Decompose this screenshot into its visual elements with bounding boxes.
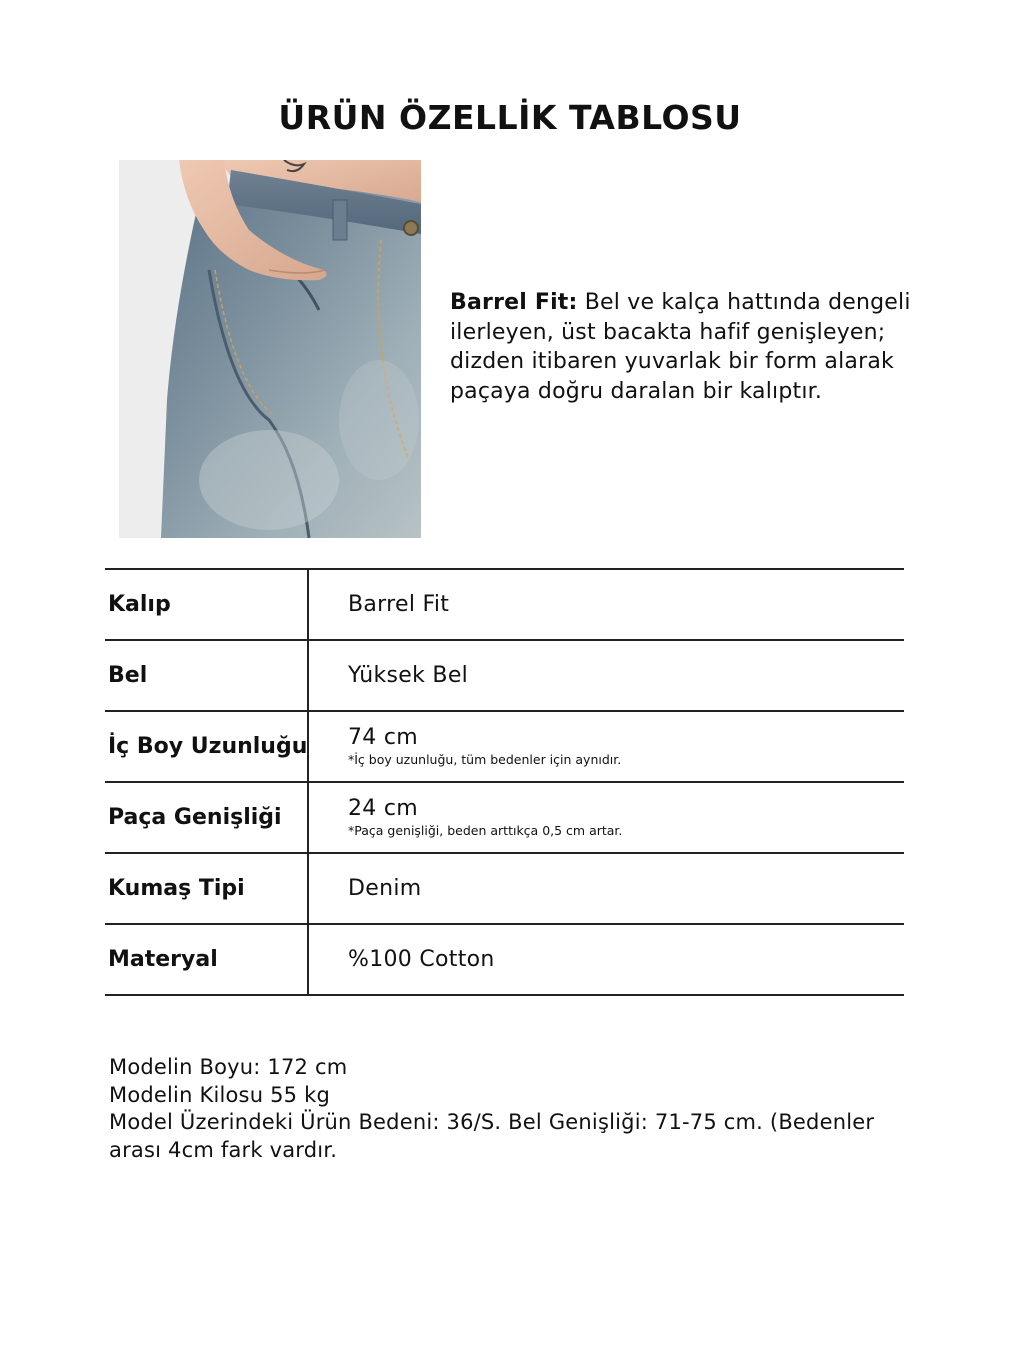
spec-label: İç Boy Uzunluğu <box>108 734 308 759</box>
spec-note: *İç boy uzunluğu, tüm bedenler için aynıdır. <box>348 752 622 767</box>
spec-value: 24 cm <box>348 796 419 821</box>
fit-description-lead: Barrel Fit: <box>450 290 578 315</box>
product-photo <box>119 160 421 538</box>
column-divider <box>307 641 309 710</box>
spec-row-kalip <box>105 568 904 639</box>
spec-label: Materyal <box>108 947 218 972</box>
spec-label: Kumaş Tipi <box>108 876 245 901</box>
spec-value-cell <box>348 570 449 639</box>
spec-row-bel <box>105 639 904 710</box>
spec-label: Kalıp <box>108 592 171 617</box>
spec-value-cell <box>348 854 421 923</box>
spec-row-paca <box>105 781 904 852</box>
spec-note: *Paça genişliği, beden arttıkça 0,5 cm artar. <box>348 823 623 838</box>
spec-value-cell <box>348 783 622 852</box>
spec-value-cell <box>348 712 621 781</box>
column-divider <box>307 783 309 852</box>
spec-table <box>105 568 904 996</box>
spec-row-materyal <box>105 923 904 996</box>
page-title: ÜRÜN ÖZELLİK TABLOSU <box>278 98 742 137</box>
spec-value: 74 cm <box>348 725 419 750</box>
spec-value: Barrel Fit <box>348 591 450 617</box>
model-weight: Modelin Kilosu 55 kg <box>109 1082 330 1107</box>
column-divider <box>307 570 309 639</box>
spec-label: Bel <box>108 663 148 688</box>
spec-row-ic-boy <box>105 710 904 781</box>
spec-value: Denim <box>348 875 422 901</box>
model-height: Modelin Boyu: 172 cm <box>109 1055 348 1079</box>
model-size: Model Üzerindeki Ürün Bedeni: 36/S. Bel Genişliği: 71-75 cm. (Bedenler arası 4cm fark vardır. <box>109 1110 882 1162</box>
fit-description-text: Bel ve kalça hattında dengeli ilerleyen, üst bacakta hafif genişleyen; dizden itibaren yuvarlak bir form alarak paçaya doğru daralan bir kalıptır. <box>450 290 911 404</box>
column-divider <box>307 854 309 923</box>
spec-value-cell <box>348 641 468 710</box>
column-divider <box>307 925 309 994</box>
spec-label: Paça Genişliği <box>108 805 282 830</box>
fit-description <box>450 288 930 406</box>
model-info <box>109 1054 909 1164</box>
spec-value: Yüksek Bel <box>348 662 469 688</box>
spec-value: %100 Cotton <box>348 946 495 972</box>
spec-value-cell <box>348 925 495 994</box>
spec-row-kumas <box>105 852 904 923</box>
